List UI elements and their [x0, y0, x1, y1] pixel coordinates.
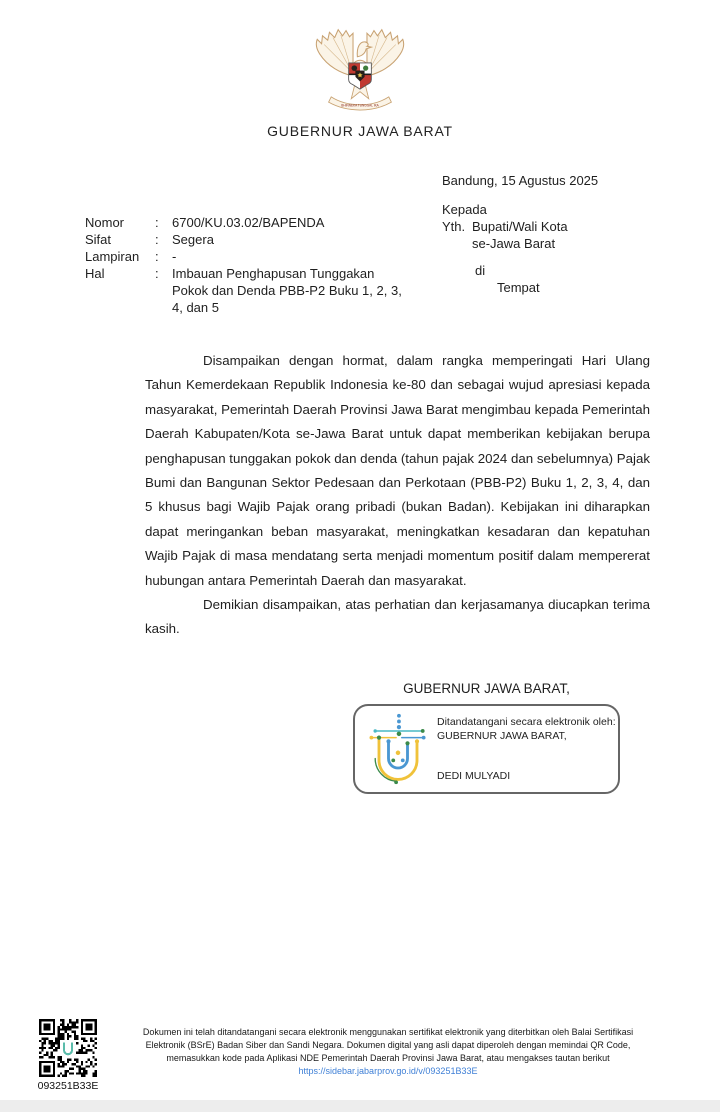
meta-row-nomor — [85, 214, 410, 231]
letterhead — [0, 26, 720, 139]
qr-code — [36, 1019, 100, 1092]
verification-link[interactable]: https://sidebar.jabarprov.go.id/v/093251B33E — [298, 1066, 478, 1076]
bsre-esign-logo-icon — [367, 711, 429, 792]
lampiran-label: Lampiran — [85, 249, 140, 264]
meta-row-sifat — [85, 231, 410, 248]
bottom-gray-bar — [0, 1100, 720, 1112]
yth-label: Yth. — [442, 219, 466, 234]
signature-title: GUBERNUR JAWA BARAT, — [403, 681, 570, 696]
hal-label: Hal — [85, 266, 105, 281]
body-paragraph-2: Demikian disampaikan, atas perhatian dan kerjasamanya diucapkan terima kasih. — [145, 597, 650, 637]
disclaimer-text: Dokumen ini telah ditandatangani secara elektronik menggunakan sertifikat elektronik yang diterbitkan oleh Balai Sertifikasi Elektronik (BSrE) Badan Siber dan Sandi Negara. Dokumen digital yang asli dapat diperoleh dengan memindai QR Code, memasukkan kode pada Aplikasi NDE Pemerintah Daerah Provinsi Jawa Barat, atau mengakses tautan berikut — [142, 1027, 634, 1063]
body-paragraph-1: Disampaikan dengan hormat, dalam rangka memperingati Hari Ulang Tahun Kemerdekaan Republik Indonesia ke-80 dan sebagai wujud apresiasi kepada masyarakat, Pemerintah Daerah Provinsi Jawa Barat mengimbau kepada Pemerintah Daerah Kabupaten/Kota se-Jawa Barat untuk dapat memberikan kebijakan berupa penghapusan tunggakan pokok dan denda (tahun pajak 2024 dan sebelumnya) Pajak Bumi dan Bangunan Sektor Pedesaan dan Perkotaan (PBB-P2) Buku 1, 2, 3, 4, dan 5 khusus bagi Wajib Pajak orang pribadi (bukan Badan). Kebijakan ini diharapkan dapat meringankan beban masyarakat, meningkatkan kesadaran dan kepatuhan Wajib Pajak di masa mendatang serta menjadi momentum positif dalam mempererat hubungan antara Pemerintah Daerah dan masyarakat. — [145, 353, 650, 588]
kepada-label: Kepada — [442, 202, 487, 217]
di-label: di — [475, 263, 486, 278]
garuda-pancasila-emblem-icon — [312, 99, 408, 116]
footer-disclaimer — [132, 1026, 644, 1078]
qr-code-label: 093251B33E — [37, 1080, 99, 1092]
hal-value: Imbauan Penghapusan Tunggakan Pokok dan Denda PBB-P2 Buku 1, 2, 3, 4, dan 5 — [172, 266, 402, 315]
letter-body — [145, 349, 650, 642]
colon: : — [155, 266, 159, 281]
letterhead-title: GUBERNUR JAWA BARAT — [267, 123, 453, 139]
colon: : — [155, 215, 159, 230]
yth-row — [442, 218, 657, 235]
sifat-value: Segera — [172, 232, 214, 247]
colon: : — [155, 232, 159, 247]
sifat-label: Sifat — [85, 232, 112, 247]
esign-line1: Ditandatangani secara elektronik oleh: — [437, 716, 616, 728]
esign-statement — [437, 716, 616, 743]
emblem-motto: BHINNEKA TUNGGAL IKA — [341, 103, 379, 108]
letter-recipient-block — [442, 172, 657, 296]
signer-name: DEDI MULYADI — [437, 770, 511, 782]
date-place: Bandung, 15 Agustus 2025 — [442, 173, 599, 188]
recipient-region: se-Jawa Barat — [472, 236, 556, 251]
esign-box — [353, 704, 620, 794]
esign-line2: GUBERNUR JAWA BARAT, — [437, 729, 567, 742]
recipient-name: Bupati/Wali Kota — [472, 219, 568, 234]
recipient-place: Tempat — [497, 280, 540, 295]
lampiran-value: - — [172, 249, 177, 264]
meta-row-hal — [85, 265, 410, 316]
letter-meta-fields — [85, 214, 410, 316]
meta-row-lampiran — [85, 248, 410, 265]
nomor-value: 6700/KU.03.02/BAPENDA — [172, 215, 325, 230]
nomor-label: Nomor — [85, 215, 125, 230]
colon: : — [155, 249, 159, 264]
